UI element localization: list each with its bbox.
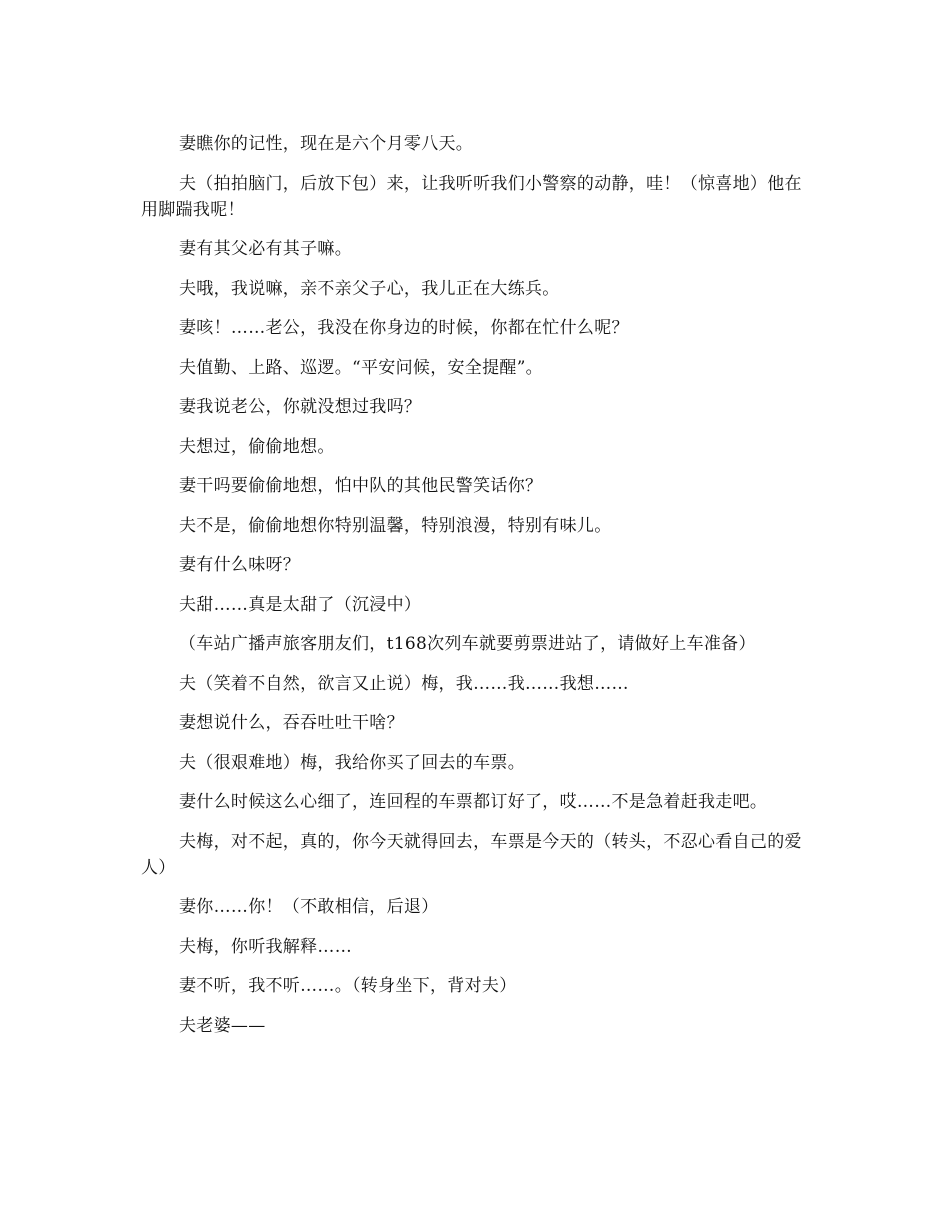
paragraph-20: 夫梅，你听我解释…… [179, 936, 352, 957]
paragraph-15: 妻想说什么，吞吞吐吐干啥？ [179, 713, 404, 733]
paragraph-8: 夫想过，偷偷地想。 [179, 436, 335, 457]
paragraph-17: 妻什么时候这么心细了，连回程的车票都订好了，哎……不是急着赶我走吧。 [179, 792, 768, 812]
paragraph-10: 夫不是，偷偷地想你特别温馨，特别浪漫，特别有味儿。 [179, 515, 612, 536]
paragraph-11: 妻有什么味呀？ [179, 555, 301, 575]
paragraph-7: 妻我说老公，你就没想过我吗？ [179, 397, 422, 417]
paragraph-2: 夫（拍拍脑门，后放下包）来，让我听听我们小警察的动静，哇！（惊喜地）他在用脚踹我呢！ [141, 173, 802, 220]
paragraph-5: 妻咳！……老公，我没在你身边的时候，你都在忙什么呢？ [179, 318, 629, 338]
paragraph-12: 夫甜……真是太甜了（沉浸中） [179, 594, 422, 615]
paragraph-4: 夫哦，我说嘛，亲不亲父子心，我儿正在大练兵。 [179, 278, 560, 299]
paragraph-1: 妻瞧你的记性，现在是六个月零八天。 [179, 134, 474, 154]
paragraph-16: 夫（很艰难地）梅，我给你买了回去的车票。 [179, 752, 525, 773]
script-text-body [141, 131, 811, 1052]
paragraph-22: 夫老婆—— [179, 1015, 266, 1036]
paragraph-18: 夫梅，对不起，真的，你今天就得回去，车票是今天的（转头，不忍心看自己的爱人） [141, 831, 802, 878]
paragraph-14: 夫（笑着不自然，欲言又止说）梅，我……我……我想…… [179, 673, 629, 694]
paragraph-19: 妻你……你！（不敢相信，后退） [179, 897, 439, 917]
stage-direction-broadcast: （车站广播声旅客朋友们，t168次列车就要剪票进站了，请做好上车准备） [179, 634, 756, 654]
paragraph-6: 夫值勤、上路、巡逻。“平安问候，安全提醒”。 [179, 357, 543, 378]
paragraph-9: 妻干吗要偷偷地想，怕中队的其他民警笑话你？ [179, 476, 543, 496]
paragraph-3: 妻有其父必有其子嘛。 [179, 239, 352, 259]
paragraph-21: 妻不听，我不听……。（转身坐下，背对夫） [179, 976, 517, 996]
